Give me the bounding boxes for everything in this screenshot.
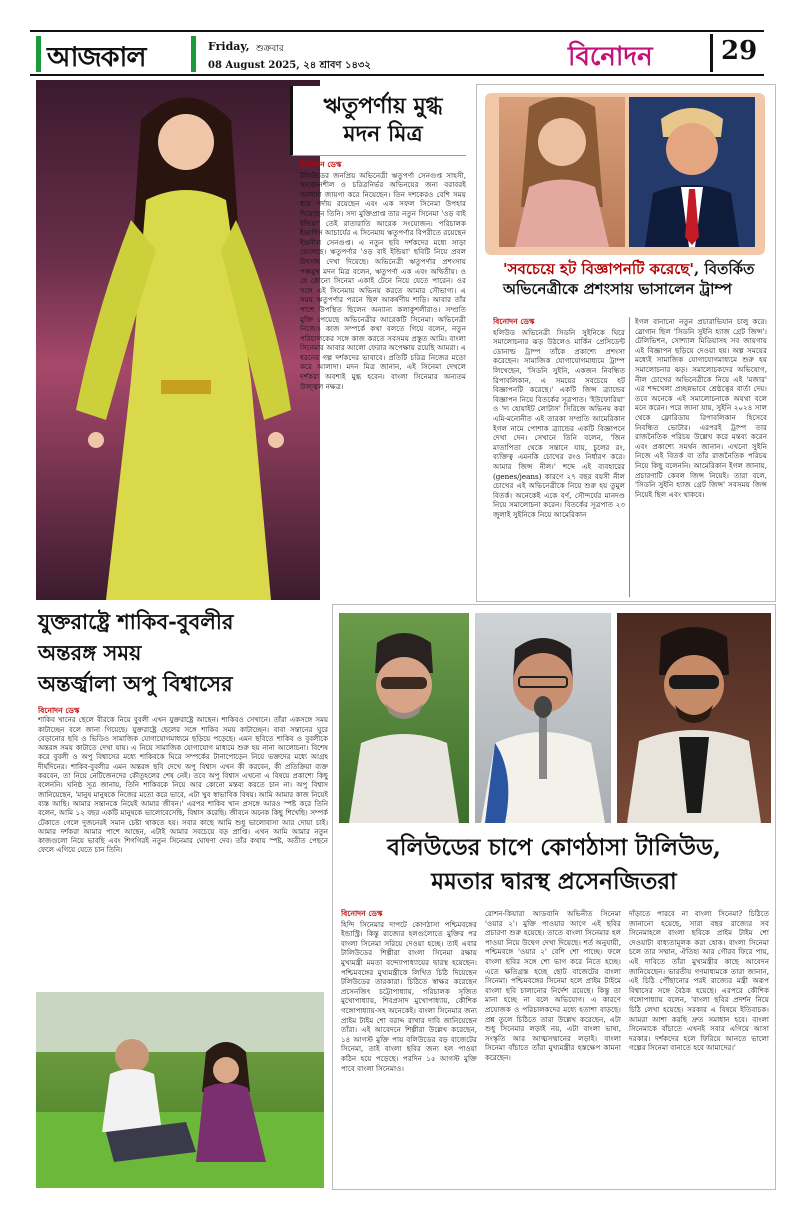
trump-photo xyxy=(629,97,755,247)
rituparna-figure xyxy=(36,80,320,600)
mamata-figure xyxy=(475,613,611,823)
page-number-box xyxy=(710,34,764,72)
story-tollywood xyxy=(332,604,776,1190)
masthead xyxy=(30,30,764,76)
page-number: 29 xyxy=(721,36,758,66)
logo-box xyxy=(36,36,196,72)
tollywood-col3 xyxy=(629,909,769,1187)
trump-article-right xyxy=(635,317,767,599)
logo: আজকাল xyxy=(47,42,146,73)
shakib-headline-line2: অন্তরঙ্গ সময় xyxy=(38,640,142,665)
shakib-bubly-figure xyxy=(36,992,324,1188)
masthead-day-bn: শুক্রবার xyxy=(256,44,284,54)
trump-headline-rest: , বিতর্কিত অভিনেত্রীকে প্রশংসায় ভাসালেন ট্রাম্প xyxy=(503,260,755,298)
story-trump xyxy=(476,84,776,602)
tollywood-headline xyxy=(333,831,775,899)
masthead-day-en: Friday, xyxy=(208,40,250,53)
shakib-headline-line1: যুক্তরাষ্ট্রে শাকিব-বুবলীর xyxy=(38,609,234,634)
trump-body-right: ইগল বানানো নতুন প্রচারাভিযান চালু করে। স্লোগান ছিল 'সিডনি সুইনি হ্যাজ গ্রেট জিন্স'। টেলিভিশন, সোশ্যাল মিডিয়াসহ সব জায়গায় এই বিজ্ঞাপন ছড়িয়ে দেওয়া হয়। অল্প সময়ের মধ্যেই সামাজিক যোগাযোগমাধ্যমে শুরু হয় সমালোচনার ঝড়। সমালোচকদের অভিযোগ, নীল চোখের অভিনেত্রীকে নিয়ে এই 'মজার' এর শব্দখেলা প্রচ্ছন্নভাবে শ্রেষ্ঠত্বের বার্তা দেয়। তবে অনেকে এই সমালোচনাকে অযথা বলে মনে করেন। পরে জানা যায়, সুইনি ২০২৪ সাল থেকে ফ্লোরিডায় রিপাবলিকান হিসেবে নিবন্ধিত ভোটার। এরপরই ট্রাম্প তার রাজনৈতিক পরিচয় উল্লেখ করে মন্তব্য করেন এবং প্রকাশ্যে সমর্থন জানান। এখনো সুইনি নিজে এই বিতর্ক বা তাঁর রাজনৈতিক পরিচয় নিয়ে কিছু বলেননি। আমেরিকান ইগল জানায়, প্রচারণাটি কেবল জিন্স নিয়েই। তারা বলে, 'সিডনি সুইনি হ্যাজ গ্রেট জিন্স' সবসময় জিন্স নিয়েই ছিল এবং থাকবে। xyxy=(635,317,767,499)
trump-headline-quote: 'সবচেয়ে হট বিজ্ঞাপনটি করেছে' xyxy=(503,260,694,278)
story-rituparna xyxy=(30,80,470,602)
sweeney-figure xyxy=(499,97,625,247)
shakib-photo xyxy=(36,992,324,1188)
tollywood-body-col1: হিন্দি সিনেমার দাপটে কোণঠাসা পশ্চিমবঙ্গের ইন্ডাস্ট্রি। কিন্তু রাজ্যের হলগুলোতে মুক্তির পর বাংলা সিনেমা সরিয়ে দেওয়া হচ্ছে। তাই এবার টালিউডের শিল্পীরা বাংলা সিনেমা রক্ষায় মুখ্যমন্ত্রী মমতা বন্দ্যোপাধ্যায়ের দ্বারস্থ হয়েছেন। পশ্চিমবঙ্গের মুখ্যমন্ত্রীকে লিখিত চিঠি দিয়েছেন টলিউডের তারকারা। চিঠিতে স্বাক্ষর করেছেন প্রসেনজিৎ চট্টোপাধ্যায়, পরিচালক সৃজিত মুখোপাধ্যায়, শিবপ্রসাদ মুখোপাধ্যায়, কৌশিক গঙ্গোপাধ্যায়-সহ অনেকেই। বাংলা সিনেমার জন্য প্রাইম টাইম শো বরাদ্দ রাখার দাবি জানিয়েছেন তাঁরা। এই আবেদনে শিল্পীরা উল্লেখ করেছেন, ১৪ আগস্ট মুক্তি পায় বলিউডের বড় বাজেটের সিনেমা, তাই বাংলা ছবির জন্য হল পাওয়া কঠিন হয়ে পড়েছে। পরদিন ১৫ আগস্ট মুক্তি পাবে বাংলা সিনেমাও। xyxy=(341,919,477,1073)
rituparna-article xyxy=(300,160,466,600)
prosenjit-photo xyxy=(339,613,469,823)
tollywood-body-col2: রোশন-কিয়ারা আডবানি অভিনীত সিনেমা 'ওয়ার ২'। মুক্তি পাওয়ার আগে এই ছবির প্রচারণা শুরু হয়েছে। তাতে বাংলা সিনেমার হল পাওয়া নিয়ে উদ্বেগ দেখা দিয়েছে। শর্ত অনুযায়ী, পশ্চিমবঙ্গে 'ওয়ার ২' বেশি শো পাচ্ছে। ফলে বাংলা ছবির সঙ্গে শো ভাগ করে নিতে হচ্ছে। এতে ক্ষতিগ্রস্ত হচ্ছে ছোট বাজেটের বাংলা সিনেমা। পশ্চিমবঙ্গের সিনেমা হলে প্রাইম টাইমে বাংলা ছবি চালানোর নির্দেশ রয়েছে। কিন্তু তা মানা হচ্ছে না বলে অভিযোগ। এ কারণে প্রযোজক ও পরিচালকদের মধ্যে হতাশা বাড়ছে। প্রশ্ন তুলে চিঠিতে তারা উল্লেখ করেছেন, এটা শুধু সিনেমার লড়াই নয়, এটা বাংলা ভাষা, সংস্কৃতি আর আত্মসম্মানের লড়াই। বাংলা সিনেমা বাঁচাতে তাঁরা মুখ্যমন্ত্রীর হস্তক্ষেপ কামনা করেছেন। xyxy=(485,909,621,1062)
mamata-photo xyxy=(475,613,611,823)
masthead-bottom-rule xyxy=(30,74,764,76)
rituparna-headline-box xyxy=(290,86,466,156)
trump-column-rule xyxy=(629,317,630,597)
tollywood-byline: বিনোদন ডেস্ক xyxy=(341,909,383,918)
tollywood-body-col3: দাঁড়াতে পারবে না বাংলা সিনেমা? চিঠিতে জানানো হয়েছে, সারা বছর রাজ্যের সব সিনেমাহলে বাংলা ছবিকে প্রাইম টাইম শো দেওয়াটা বাধ্যতামূলক করা হোক। বাংলা সিনেমা চলে তার সম্মান, ঐতিহ্য আর গৌরব ফিরে পায়, এই দাবিতে তাঁরা মুখ্যমন্ত্রীর কাছে আবেদন জানিয়েছেন। ভারতীয় গণমাধ্যমকে তারা জানান, এই চিঠি পৌঁছানোর পরই রাজ্যের মন্ত্রী অরূপ বিশ্বাসের সঙ্গে বৈঠক হয়েছে। এরপরে কৌশিক গঙ্গোপাধ্যায় বলেন, 'বাংলা ছবির প্রদর্শন নিয়ে চিঠি লেখা হয়েছে। সরকার এ বিষয়ে ইতিবাচক। আমরা আশা করছি দ্রুত সমাধান হবে। বাংলা সিনেমাকে বাঁচাতে এখনই সবার এগিয়ে আসা দরকার। দর্শকদের হলে ফিরিয়ে আনতে ভালো গল্পের সিনেমা বানাতে হবে আমাদের।' xyxy=(629,909,769,1053)
rituparna-byline: বিনোদন ডেস্ক xyxy=(300,160,342,169)
dev-figure xyxy=(617,613,771,823)
tollywood-col1 xyxy=(341,909,477,1187)
tollywood-headline-line2: মমতার দ্বারস্থ প্রসেনজিতরা xyxy=(431,868,677,895)
masthead-date: 08 August 2025, ২৪ শ্রাবণ ১৪৩২ xyxy=(208,60,371,71)
shakib-byline: বিনোদন ডেস্ক xyxy=(38,706,80,715)
trump-body-left: হলিউড অভিনেত্রী সিডনি সুইনিকে ঘিরে সমালোচনার ঝড় উঠলেও মার্কিন প্রেসিডেন্ট ডোনাল্ড ট্রাম্প তাঁকে প্রকাশ্যে প্রশংসা করেছেন। সামাজিক যোগাযোগমাধ্যমে ট্রাম্প লিখেছেন, 'সিডনি সুইনি, একজন নিবন্ধিত রিপাবলিকান, এ সময়ের সবচেয়ে হট বিজ্ঞাপনটি করেছে।' একটি জিন্স ব্র্যান্ডের বিজ্ঞাপন নিয়ে বিতর্কের সূত্রপাত। 'ইউফোরিয়া' ও 'দ্য হোয়াইট লোটাস' সিরিজে অভিনয় করা এমি-মনোনীত এই তারকা সম্প্রতি আমেরিকান ইগল নামে পোশাক ব্র্যান্ডের একটি বিজ্ঞাপনে দেখা দেন। সেখানে তিনি বলেন, 'জিন মাতাপিতা থেকে সন্তানে যায়, চুলের রং, ব্যক্তিত্ব এমনকি চোখের রংও নির্ধারণ করে। আমার জিন্স নীল।' শব্দে এই ব্যবহারের (genes/jeans) কারণে ২৭ বছর বয়সী নীল চোখের এই অভিনেত্রীকে নিয়ে শুরু হয় তুমুল বিতর্ক। অনেকেই একে বর্ণ, সৌন্দর্যের মানদণ্ড নিয়ে সমালোচনা করেন। বিতর্কের সূত্রপাত ২৩ জুলাই সুইনিকে নিয়ে আমেরিকান xyxy=(493,327,625,519)
dev-photo xyxy=(617,613,771,823)
prosenjit-figure xyxy=(339,613,469,823)
shakib-headline-line3: অন্তর্জ্বালা অপু বিশ্বাসের xyxy=(38,671,233,696)
sweeney-photo xyxy=(499,97,625,247)
shakib-article xyxy=(38,706,328,976)
story-shakib xyxy=(30,604,330,1190)
trump-article-left xyxy=(493,317,625,599)
tollywood-headline-line1: বলিউডের চাপে কোণঠাসা টালিউড, xyxy=(387,834,721,861)
shakib-body: শাকিব খানের ছেলে বীরকে নিয়ে বুবলী এখন যুক্তরাষ্ট্রে আছেন। শাকিবও সেখানে। তাঁরা একসঙ্গে সময় কাটাচ্ছেন বলে জানা গিয়েছে। যুক্তরাষ্ট্রে ছেলের সঙ্গে শাকিব সময় কাটাচ্ছেন। বাবা সন্তানের ঘুরে বেড়ানোর ছবি ও ভিডিও সামাজিক যোগাযোগমাধ্যমে ছড়িয়ে পড়েছে। এমন ছবিতে শাকিব ও বুবলীকে অন্তরঙ্গ সময় কাটাতে দেখা যায়। এ নিয়ে সামাজিক যোগাযোগ মাধ্যমে শুরু হয় নানা আলোচনা। বিশেষ করে বুবলী ও অপু বিশ্বাসের মধ্যে শাকিবকে ঘিরে সম্পর্কের টানাপোড়েন নিয়ে ভক্তদের মধ্যে আগ্রহ দীর্ঘদিনের। শাকিব-বুবলীর এমন অন্তরঙ্গ ছবি দেখে অপু বিশ্বাস এখন কী করবেন, কী প্রতিক্রিয়া ব্যক্ত করবেন, তা নিয়ে নেটিজেনদের কৌতূহলের শেষ নেই। তবে অপু বিশ্বাস এখনো এ বিষয়ে প্রকাশ্যে কিছু বলেননি। ঘনিষ্ঠ সূত্র জানায়, তিনি শাকিবকে নিয়ে আর কোনো মন্তব্য করতে চান না। অপু বিশ্বাস জানিয়েছেন, 'মানুষ মানুষকে নিজের মতো করে ভাবে, এটা খুব স্বাভাবিক বিষয়। আমি আমার কাজ নিয়েই ব্যস্ত আছি। আমার সন্তানকে নিয়েই আমার জীবন।' এরপর শাকিব খান প্রসঙ্গে আরও স্পষ্ট করে তিনি বলেন, আমি ১২ বছর একটি মানুষকে ভালোবেসেছি, বিশ্বাস করেছি। জীবনে অনেক কিছু শিখেছি। সম্পর্ক টেকাতে গেলে দুজনেরই সমান চেষ্টা থাকতে হয়। সবার কাছে আমি শুধু ভালোবাসা আর দোয়া চাই। আমার দর্শকরা আমার পাশে আছেন, এটাই আমার সবচেয়ে বড় প্রাপ্তি। এখন আমি আমার নতুন কাজগুলো নিয়ে ভাবছি এবং শিগগিরই নতুন সিনেমার ঘোষণা দেব। তাঁর কথায় স্পষ্ট, অতীত পেছনে ফেলে এগিয়ে যেতে চান তিনি। xyxy=(38,716,328,855)
rituparna-headline: ঋতুপর্ণায় মুগ্ধ মদন মিত্র xyxy=(323,93,443,147)
trump-headline xyxy=(503,259,763,299)
rituparna-body: টলিউডের জনপ্রিয় অভিনেত্রী ঋতুপর্ণা সেনগুপ্ত সাহসী, সংবেদনশীল ও চরিত্রনির্ভর অভিনয়ের জন্য বরাবরই আলাদা জায়গা করে নিয়েছেন। তিন দশকেরও বেশি সময় ধরে পর্দায় রয়েছেন এবং এক সফল সিনেমা উপহার দিয়েছেন তিনি। সদ্য মুক্তিপ্রাপ্ত তার নতুন সিনেমা 'ওড় বাই ইন্ডিয়া' তেই রাতারাতি আরেক সংযোজন। পরিচালক ইন্দ্রাশিস আচার্যের এ সিনেমায় ঋতুপর্ণার বিপরীতে রয়েছেন ইন্দ্রনীল সেনগুপ্ত। এ নতুন ছবি দর্শকদের মধ্যে সাড়া ফেলেছে। ঋতুপর্ণার 'ওড় বাই ইন্ডিয়া' ছবিটি নিয়ে প্রবল উৎসাহ দেখা দিয়েছে। অভিনেত্রী ঋতুপর্ণার প্রশংসায় পঞ্চমুখ মদন মিত্র বলেন, ঋতুপর্ণা এক এবং অদ্বিতীয়। ও যে কোনো সিনেমা একাই টেনে নিয়ে যেতে পারেন। ওর সঙ্গে এই সিনেমায় অভিনয় করতে আমার সৌভাগ্য। এ সময় ঋতুপর্ণার পরনে ছিল আকর্ষণীয় শাড়ি। আবার তাঁর পাশে উপস্থিত ছিলেন অন্যান্য কলাকুশলীরাও। সম্প্রতি মুক্তি পেয়েছে অভিনেত্রীর আরেকটি সিনেমা। অভিনেত্রী নিজেও কাজ সম্পর্কে কথা বলতে গিয়ে বলেন, নতুন পরিচালকের সঙ্গে কাজ করতে সবসময় প্রস্তুত আমি। বাংলা সিনেমার আবার আলো ফেরার অপেক্ষায় রয়েছি আমরা। এ ধরনের গল্প দর্শকদের ভাবাবে। প্রতিটি চরিত্র নিজের মতো করে আলাদা। মদন মিত্র জানান, এই সিনেমা দেখলে দর্শকরা অবশ্যই মুগ্ধ হবেন। বাংলা সিনেমার অন্যতম উজ্জ্বল নক্ষত্র। xyxy=(300,170,466,391)
tollywood-col2 xyxy=(485,909,621,1187)
trump-byline: বিনোদন ডেস্ক xyxy=(493,317,535,326)
trump-figure xyxy=(629,97,755,247)
masthead-top-rule xyxy=(30,30,764,32)
section-title: বিনোদন xyxy=(568,42,653,72)
shakib-headline xyxy=(38,606,328,699)
rituparna-photo xyxy=(36,80,320,600)
